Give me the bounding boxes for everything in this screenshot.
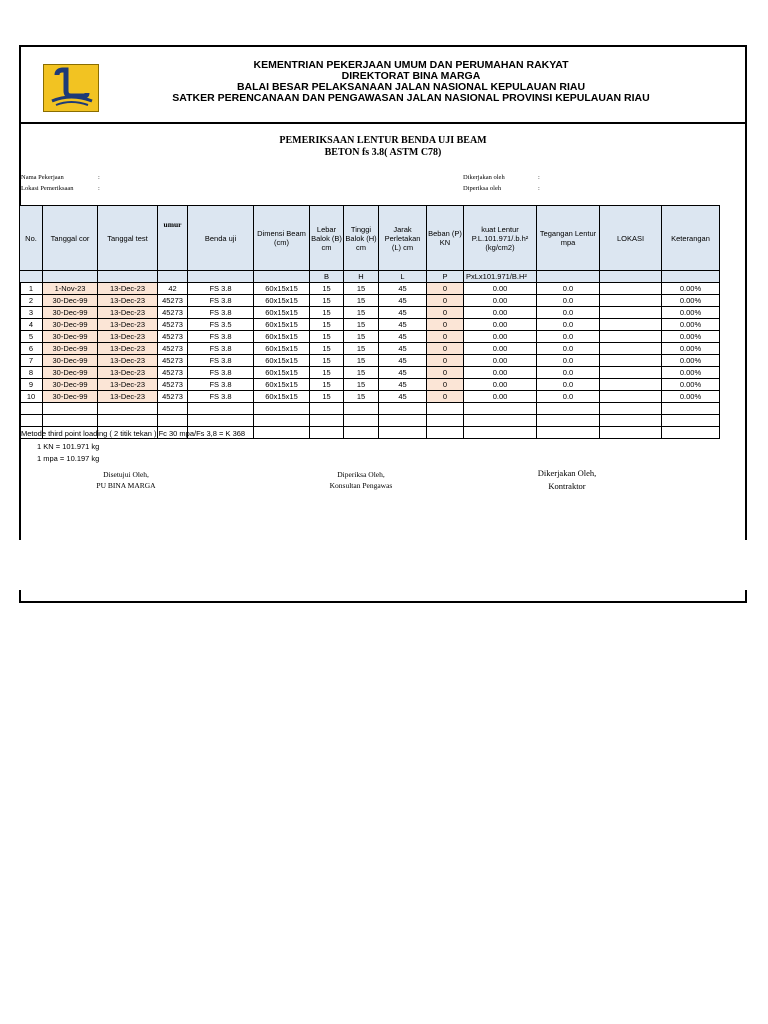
table-row	[20, 283, 720, 295]
table-cell: 30-Dec-99	[43, 343, 98, 355]
table-cell: 0	[427, 295, 464, 307]
col-header-lebar: Lebar Balok (B) cm	[310, 206, 344, 271]
subheader-cell	[662, 271, 720, 283]
table-cell: 0.00	[464, 319, 537, 331]
empty-cell	[98, 403, 158, 415]
table-cell: 45273	[158, 355, 188, 367]
table-cell: FS 3.8	[188, 367, 254, 379]
empty-cell	[600, 415, 662, 427]
empty-cell	[158, 403, 188, 415]
empty-cell	[537, 415, 600, 427]
colon: :	[538, 185, 540, 192]
table-cell: 15	[310, 391, 344, 403]
table-cell: 0.00	[464, 355, 537, 367]
table-cell: 0.0	[537, 379, 600, 391]
empty-cell	[254, 415, 310, 427]
table-cell: 0.00%	[662, 343, 720, 355]
satker-name: SATKER PERENCANAAN DAN PENGAWASAN JALAN NASIONAL PROVINSI KEPULAUAN RIAU	[172, 92, 650, 104]
done-org: Kontraktor	[548, 480, 586, 491]
table-cell: 13-Dec-23	[98, 367, 158, 379]
table-cell: 15	[344, 343, 379, 355]
table-cell: 1	[20, 283, 43, 295]
table-cell: FS 3.8	[188, 283, 254, 295]
table-cell: 0.00%	[662, 367, 720, 379]
table-cell: FS 3.8	[188, 355, 254, 367]
table-cell: 15	[344, 331, 379, 343]
colon: :	[98, 174, 100, 181]
col-header-lokasi: LOKASI	[600, 206, 662, 271]
empty-cell	[344, 427, 379, 439]
table-row	[20, 343, 720, 355]
method-note: Metode third point loading ( 2 titik tekan ) Fc 30 mpa/Fs 3,8 = K 368	[21, 429, 246, 438]
table-cell: 45	[379, 319, 427, 331]
table-row	[20, 307, 720, 319]
empty-cell	[43, 403, 98, 415]
empty-cell	[254, 427, 310, 439]
col-header-beban: Beban (P) KN	[427, 206, 464, 271]
table-row	[20, 319, 720, 331]
empty-cell	[254, 403, 310, 415]
table-cell: 15	[310, 355, 344, 367]
colon: :	[98, 185, 100, 192]
empty-cell	[20, 403, 43, 415]
table-cell: 0.00%	[662, 283, 720, 295]
table-cell: 13-Dec-23	[98, 283, 158, 295]
kn-conversion: 1 KN = 101.971 kg	[37, 441, 100, 451]
table-cell: 60x15x15	[254, 331, 310, 343]
empty-cell	[662, 415, 720, 427]
table-cell: 15	[344, 295, 379, 307]
ministry-name: KEMENTRIAN PEKERJAAN UMUM DAN PERUMAHAN RAKYAT	[253, 59, 569, 71]
empty-cell	[600, 403, 662, 415]
table-row	[20, 355, 720, 367]
col-header-kuat-lentur: kuat Lentur P.L.101.971/.b.h² (kg/cm2)	[464, 206, 537, 271]
table-cell	[600, 331, 662, 343]
table-cell: 0.00	[464, 295, 537, 307]
subheader-cell: P	[427, 271, 464, 283]
report-title-line1: PEMERIKSAAN LENTUR BENDA UJI BEAM	[279, 135, 487, 146]
table-cell: 0.00	[464, 367, 537, 379]
table-cell: 13-Dec-23	[98, 331, 158, 343]
empty-cell	[600, 427, 662, 439]
table-cell: 60x15x15	[254, 367, 310, 379]
table-row	[20, 379, 720, 391]
table-cell: 0	[427, 355, 464, 367]
table-cell: 0.00%	[662, 295, 720, 307]
table-cell	[600, 367, 662, 379]
table-cell: 0	[427, 283, 464, 295]
meta-right	[463, 172, 540, 194]
table-cell: 15	[310, 379, 344, 391]
table-cell	[600, 319, 662, 331]
table-cell: 0	[427, 307, 464, 319]
table-cell: 0.00	[464, 379, 537, 391]
table-cell: FS 3.5	[188, 319, 254, 331]
table-cell: 0	[427, 343, 464, 355]
empty-cell	[188, 415, 254, 427]
table-cell: 0.00	[464, 343, 537, 355]
table-cell: 45	[379, 379, 427, 391]
table-cell: 15	[344, 283, 379, 295]
empty-cell	[43, 415, 98, 427]
empty-cell	[379, 415, 427, 427]
table-cell: 30-Dec-99	[43, 379, 98, 391]
table-cell: 0.0	[537, 355, 600, 367]
empty-cell	[379, 427, 427, 439]
table-cell: FS 3.8	[188, 307, 254, 319]
table-cell: 0.0	[537, 391, 600, 403]
table-cell: FS 3.8	[188, 343, 254, 355]
table-cell: 30-Dec-99	[43, 319, 98, 331]
table-cell: 45273	[158, 379, 188, 391]
table-cell: 15	[344, 379, 379, 391]
sheet-bottom-border	[19, 590, 747, 603]
table-cell: 45	[379, 343, 427, 355]
table-cell: 13-Dec-23	[98, 319, 158, 331]
table-cell: 0	[427, 331, 464, 343]
nama-pekerjaan-label: Nama Pekerjaan	[21, 174, 64, 181]
subheader-cell	[98, 271, 158, 283]
table-cell: 0.0	[537, 343, 600, 355]
table-cell: 30-Dec-99	[43, 355, 98, 367]
col-header-dimensi: Dimensi Beam (cm)	[254, 206, 310, 271]
empty-cell	[379, 403, 427, 415]
table-cell: 45273	[158, 295, 188, 307]
empty-table-row	[20, 415, 720, 427]
empty-cell	[188, 403, 254, 415]
signature-approved	[76, 469, 176, 491]
table-cell	[600, 307, 662, 319]
table-cell: 6	[20, 343, 43, 355]
empty-cell	[158, 415, 188, 427]
empty-cell	[310, 415, 344, 427]
empty-cell	[427, 427, 464, 439]
table-cell: 0	[427, 319, 464, 331]
table-cell: FS 3.8	[188, 379, 254, 391]
table-cell: 60x15x15	[254, 343, 310, 355]
table-cell: 1-Nov-23	[43, 283, 98, 295]
table-cell: 4	[20, 319, 43, 331]
col-header-jarak: Jarak Perletakan (L) cm	[379, 206, 427, 271]
table-cell: 45	[379, 307, 427, 319]
subheader-cell: H	[344, 271, 379, 283]
table-cell: 60x15x15	[254, 307, 310, 319]
subheader-cell	[20, 271, 43, 283]
col-header-tinggi: Tinggi Balok (H) cm	[344, 206, 379, 271]
subheader-cell	[254, 271, 310, 283]
table-cell: 0.0	[537, 283, 600, 295]
table-cell: 45273	[158, 319, 188, 331]
table-cell: 7	[20, 355, 43, 367]
signature-checked	[311, 469, 411, 491]
balai-name: BALAI BESAR PELAKSANAAN JALAN NASIONAL KEPULAUAN RIAU	[236, 81, 586, 93]
col-header-keterangan: Keterangan	[662, 206, 720, 271]
table-cell	[600, 355, 662, 367]
table-cell: 10	[20, 391, 43, 403]
table-row	[20, 391, 720, 403]
table-cell: 15	[310, 319, 344, 331]
table-cell: 3	[20, 307, 43, 319]
subheader-cell: L	[379, 271, 427, 283]
table-cell	[600, 379, 662, 391]
empty-table-row	[20, 403, 720, 415]
table-cell: 30-Dec-99	[43, 391, 98, 403]
done-label: Dikerjakan Oleh,	[537, 468, 597, 478]
table-cell: 45	[379, 391, 427, 403]
table-cell: 45	[379, 295, 427, 307]
table-cell: 13-Dec-23	[98, 343, 158, 355]
dikerjakan-label: Dikerjakan oleh	[463, 174, 505, 181]
table-cell: 5	[20, 331, 43, 343]
table-cell: 13-Dec-23	[98, 391, 158, 403]
table-cell: 0.00%	[662, 331, 720, 343]
table-cell: 15	[310, 283, 344, 295]
table-row	[20, 331, 720, 343]
signature-done	[517, 467, 617, 492]
table-cell: 15	[344, 367, 379, 379]
table-cell: 0.00	[464, 391, 537, 403]
empty-cell	[344, 415, 379, 427]
table-cell: 0.00%	[662, 391, 720, 403]
empty-cell	[20, 415, 43, 427]
table-subheader-row	[20, 271, 720, 283]
table-cell: 8	[20, 367, 43, 379]
table-cell: 45273	[158, 307, 188, 319]
empty-cell	[464, 415, 537, 427]
empty-cell	[464, 403, 537, 415]
report-title	[21, 135, 745, 159]
table-cell: 0	[427, 379, 464, 391]
table-cell: 45273	[158, 391, 188, 403]
test-results-table	[19, 205, 720, 439]
checked-org: Konsultan Pengawas	[329, 481, 393, 490]
table-row	[20, 295, 720, 307]
table-cell: 0.0	[537, 319, 600, 331]
col-header-benda-uji: Benda uji	[188, 206, 254, 271]
table-cell: 45	[379, 331, 427, 343]
empty-cell	[344, 403, 379, 415]
subheader-cell	[43, 271, 98, 283]
table-cell: 13-Dec-23	[98, 379, 158, 391]
colon: :	[538, 174, 540, 181]
table-cell: 42	[158, 283, 188, 295]
lokasi-label: Lokasi Pemeriksaan	[21, 185, 74, 192]
table-cell: 0.00%	[662, 307, 720, 319]
subheader-cell: B	[310, 271, 344, 283]
empty-cell	[427, 403, 464, 415]
table-cell: 15	[310, 367, 344, 379]
table-cell: 30-Dec-99	[43, 295, 98, 307]
subheader-cell	[158, 271, 188, 283]
table-cell: 15	[344, 319, 379, 331]
table-cell: 15	[310, 307, 344, 319]
table-cell: 13-Dec-23	[98, 307, 158, 319]
notes	[21, 428, 245, 466]
table-cell: 0.00%	[662, 355, 720, 367]
table-cell: 30-Dec-99	[43, 367, 98, 379]
table-cell: 0.00%	[662, 319, 720, 331]
table-cell: 15	[344, 355, 379, 367]
table-cell: 0.00	[464, 307, 537, 319]
table-cell: 0.0	[537, 295, 600, 307]
table-cell: 60x15x15	[254, 355, 310, 367]
subheader-cell	[188, 271, 254, 283]
table-cell: 9	[20, 379, 43, 391]
empty-cell	[537, 403, 600, 415]
table-cell: 15	[310, 331, 344, 343]
table-cell: 60x15x15	[254, 379, 310, 391]
table-cell: FS 3.8	[188, 391, 254, 403]
report-title-line2: BETON fs 3.8( ASTM C78)	[324, 147, 442, 158]
table-cell: 2	[20, 295, 43, 307]
table-cell: 15	[310, 343, 344, 355]
table-cell	[600, 391, 662, 403]
col-header-tegangan: Tegangan Lentur mpa	[537, 206, 600, 271]
table-cell: 45	[379, 355, 427, 367]
table-cell: 15	[344, 307, 379, 319]
col-header-tanggal-test: Tanggal test	[98, 206, 158, 271]
letterhead	[21, 47, 745, 124]
empty-cell	[537, 427, 600, 439]
table-cell: 15	[344, 391, 379, 403]
directorate-name: DIREKTORAT BINA MARGA	[341, 70, 481, 82]
table-cell: 13-Dec-23	[98, 295, 158, 307]
report-sheet	[19, 45, 747, 540]
empty-cell	[310, 403, 344, 415]
table-cell: FS 3.8	[188, 331, 254, 343]
col-header-tanggal-cor: Tanggal cor	[43, 206, 98, 271]
table-cell	[600, 343, 662, 355]
letterhead-text	[161, 60, 661, 104]
table-cell: 60x15x15	[254, 295, 310, 307]
mpa-conversion: 1 mpa = 10.197 kg	[37, 454, 100, 463]
table-cell: 0.0	[537, 367, 600, 379]
empty-cell	[464, 427, 537, 439]
empty-cell	[662, 427, 720, 439]
checked-label: Diperiksa Oleh,	[337, 470, 385, 479]
table-cell: 60x15x15	[254, 391, 310, 403]
table-cell: 60x15x15	[254, 319, 310, 331]
table-cell: 30-Dec-99	[43, 307, 98, 319]
table-cell: 0.00	[464, 331, 537, 343]
table-cell: 0	[427, 367, 464, 379]
table-cell: 45273	[158, 343, 188, 355]
table-cell: 45	[379, 367, 427, 379]
table-cell: 0.0	[537, 307, 600, 319]
empty-cell	[310, 427, 344, 439]
table-cell: 0.00	[464, 283, 537, 295]
table-cell: FS 3.8	[188, 295, 254, 307]
table-cell: 13-Dec-23	[98, 355, 158, 367]
table-cell	[600, 295, 662, 307]
col-header-no: No.	[20, 206, 43, 271]
empty-cell	[662, 403, 720, 415]
subheader-cell: PxLx101.971/B.H²	[464, 271, 537, 283]
table-header-row	[20, 206, 720, 271]
meta-left	[21, 172, 100, 194]
table-cell	[600, 283, 662, 295]
table-cell: 45	[379, 283, 427, 295]
table-cell: 15	[310, 295, 344, 307]
diperiksa-label: Diperiksa oleh	[463, 185, 502, 192]
empty-cell	[98, 415, 158, 427]
table-cell: 0.00%	[662, 379, 720, 391]
empty-cell	[427, 415, 464, 427]
table-cell: 45273	[158, 331, 188, 343]
pupr-logo-icon	[43, 64, 99, 112]
subheader-cell	[600, 271, 662, 283]
approved-org: PU BINA MARGA	[96, 481, 156, 490]
table-cell: 45273	[158, 367, 188, 379]
table-cell: 0.0	[537, 331, 600, 343]
col-header-umur: umur	[158, 206, 188, 271]
subheader-cell	[537, 271, 600, 283]
table-row	[20, 367, 720, 379]
approved-label: Disetujui Oleh,	[103, 470, 149, 479]
table-cell: 0	[427, 391, 464, 403]
table-cell: 60x15x15	[254, 283, 310, 295]
table-cell: 30-Dec-99	[43, 331, 98, 343]
